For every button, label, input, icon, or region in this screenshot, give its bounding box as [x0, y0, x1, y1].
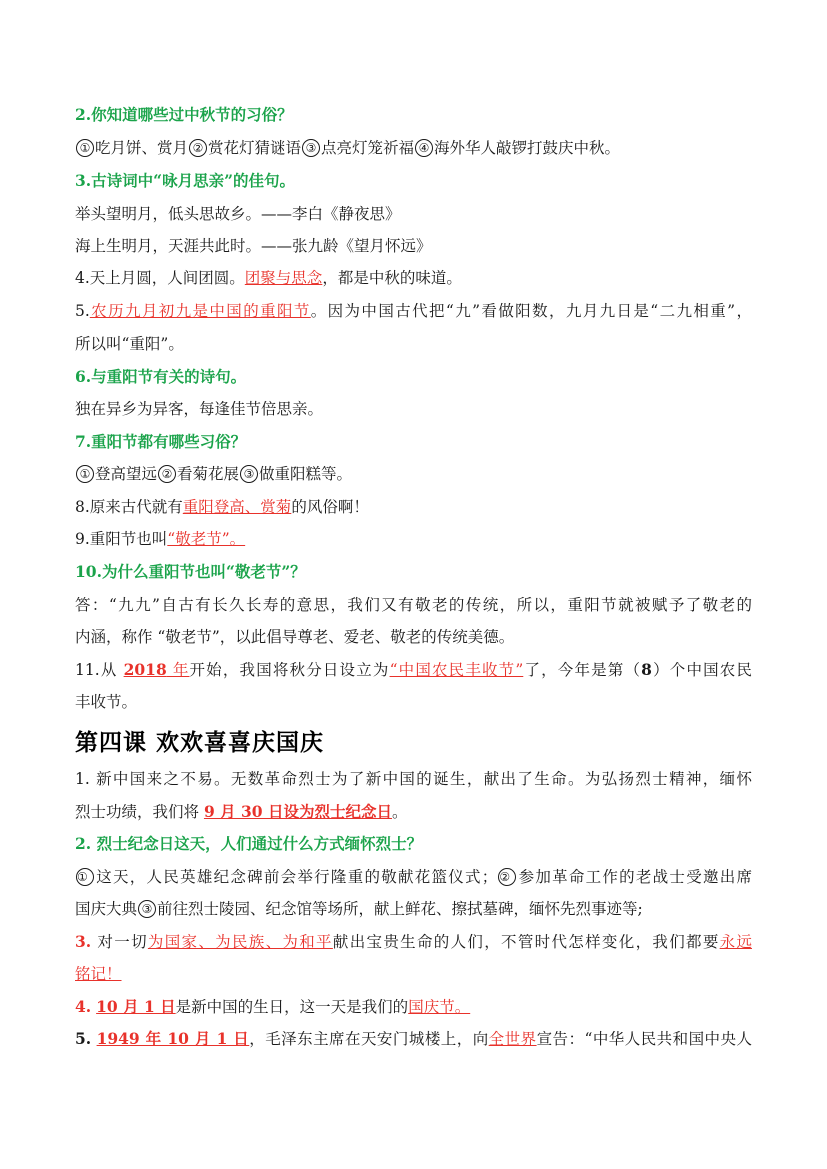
circled-3-icon: ③ [302, 139, 320, 157]
question-double-ninth-poem: 6.与重阳节有关的诗句。 [75, 367, 247, 386]
answer-martyrs-day: ① 这天，人民英雄纪念碑前会举行隆重的敬献花篮仪式； ② 参加革命工作的老战士受邀出席 [77, 868, 752, 886]
question-why-elders-day: 10.为什么重阳节也叫“敬老节”？ [75, 562, 306, 581]
circled-4-icon: ④ [415, 139, 433, 157]
circled-2-icon: ② [189, 139, 207, 157]
item-5-continued: 所以叫“重阳”。 [75, 335, 184, 353]
circled-3-icon: ③ [240, 465, 258, 483]
question-poems-moon: 3.古诗词中“咏月思亲”的佳句。 [75, 171, 296, 190]
lesson-4-heading: 第四课 欢欢喜喜庆国庆 [75, 730, 325, 756]
item-11-continued: 丰收节。 [75, 693, 138, 711]
circled-1-icon: ① [76, 139, 94, 157]
circled-2-icon: ② [158, 465, 176, 483]
item-8-ancient-customs: 8.原来古代就有重阳登高、赏菊的风俗啊！ [75, 498, 369, 516]
question-mid-autumn-customs: 2.你知道哪些过中秋节的习俗？ [75, 105, 293, 124]
item-5-double-ninth: 5.农历九月初九是中国的重阳节。因为中国古代把“九”看做阳数，九月九日是“二九相重”， [75, 302, 752, 320]
item-11-harvest-festival: 11.从 2018 年开始，我国将秋分日设立为“中国农民丰收节”了，今年是第（8）个中国农民 [75, 660, 752, 679]
lesson4-item-3-continued: 铭记！ [75, 965, 122, 983]
question-double-ninth-customs: 7.重阳节都有哪些习俗？ [75, 432, 247, 451]
circled-1-icon: ① [76, 465, 94, 483]
circled-3-icon: ③ [138, 900, 156, 918]
lesson4-item-4: 4. 10 月 1 日是新中国的生日，这一天是我们的国庆节。 [75, 997, 471, 1016]
lesson4-item-1: 1. 新中国来之不易。无数革命烈士为了新中国的诞生，献出了生命。为弘扬烈士精神，缅怀 [75, 770, 752, 788]
poem-zhang-jiuling: 海上生明月，天涯共此时。——张九龄《望月怀远》 [75, 237, 432, 255]
item-9-elders-day: 9.重阳节也叫“敬老节”。 [75, 530, 246, 548]
answer-why-elders-day: 答：“九九”自古有长久长寿的意思，我们又有敬老的传统，所以，重阳节就被赋予了敬老的 [75, 596, 752, 614]
question-martyrs-day: 2. 烈士纪念日这天，人们通过什么方式缅怀烈士？ [75, 834, 423, 853]
answer-why-elders-day-continued: 内涵，称作 “敬老节”，以此倡导尊老、爱老、敬老的传统美德。 [75, 628, 515, 646]
answer-mid-autumn-customs: ① 吃月饼、赏月 ② 赏花灯猜谜语 ③ 点亮灯笼祈福 ④ 海外华人敲锣打鼓庆中秋。 [75, 137, 620, 159]
item-4-reunion: 4.天上月圆，人间团圆。团聚与思念，都是中秋的味道。 [75, 269, 462, 287]
poem-wang-wei: 独在异乡为异客，每逢佳节倍思亲。 [75, 400, 324, 418]
circled-1-icon: ① [76, 868, 94, 886]
lesson4-item-5: 5. 1949 年 10 月 1 日，毛泽东主席在天安门城楼上，向全世界宣告：“中华人民共和国中央人 [75, 1029, 752, 1048]
lesson4-item-1-continued: 烈士功绩，我们将 9 月 30 日设为烈士纪念日。 [75, 802, 408, 821]
poem-li-bai: 举头望明月，低头思故乡。——李白《静夜思》 [75, 205, 401, 223]
lesson4-item-3: 3. 对一切为国家、为民族、为和平献出宝贵生命的人们，不管时代怎样变化，我们都要永远 [75, 932, 752, 951]
answer-martyrs-day-continued: 国庆大典 ③ 前往烈士陵园、纪念馆等场所，献上鲜花、擦拭墓碑，缅怀先烈事迹等; [75, 900, 643, 918]
circled-2-icon: ② [498, 868, 516, 886]
answer-double-ninth-customs: ① 登高望远 ② 看菊花展 ③ 做重阳糕等。 [75, 463, 352, 485]
